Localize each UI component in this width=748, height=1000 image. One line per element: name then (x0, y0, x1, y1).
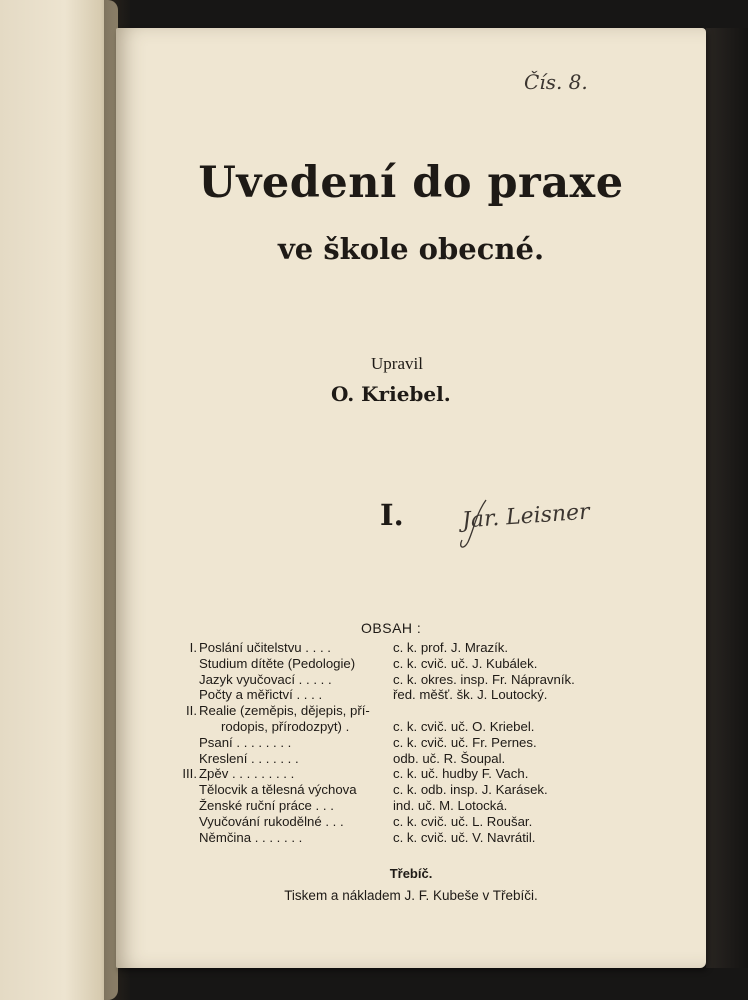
toc-author: c. k. uč. hudby F. Vach. (393, 766, 529, 782)
toc-entry (171, 703, 641, 719)
toc-subject: Zpěv . . . . . . . . . (199, 766, 295, 782)
toc-part-number: I. (189, 640, 197, 655)
handwritten-shelfmark: Čís. 8. (524, 70, 588, 94)
volume-number: I. (380, 498, 404, 532)
edited-by-label: Upravil (371, 354, 423, 373)
left-page-edge (0, 0, 118, 1000)
toc-author: c. k. odb. insp. J. Karásek. (393, 782, 548, 798)
toc-author: c. k. prof. J. Mrazík. (393, 640, 509, 655)
handwritten-signature: Jar. Leisner (461, 499, 591, 534)
toc-subject: Ženské ruční práce . . . (199, 797, 334, 813)
title-page (116, 28, 706, 968)
toc-author: c. k. cvič. uč. O. Kriebel. (393, 718, 535, 734)
toc-subject: Tělocvik a tělesná výchova (199, 782, 357, 798)
toc-subject: Psaní . . . . . . . . (199, 734, 292, 750)
toc-subject: Počty a měřictví . . . . (199, 687, 323, 703)
toc-author: c. k. cvič. uč. V. Navrátil. (393, 829, 536, 845)
book-subtitle: ve škole obecné. (277, 232, 545, 266)
toc-subject: Němčina . . . . . . . (199, 829, 303, 845)
toc-author: c. k. okres. insp. Fr. Nápravník. (393, 671, 575, 687)
toc-author: c. k. cvič. uč. J. Kubálek. (393, 655, 538, 671)
toc-subject: rodopis, přírodozpyt) . (199, 718, 350, 734)
toc-entry (171, 814, 641, 830)
toc-entry (171, 672, 641, 688)
publisher-imprint: Tiskem a nákladem J. F. Kubeše v Třebíči. (284, 888, 538, 903)
toc-entry (171, 798, 641, 814)
toc-entry (171, 719, 641, 735)
toc-entry (171, 735, 641, 751)
toc-author: řed. měšť. šk. J. Loutocký. (393, 687, 548, 703)
toc-part-number: III. (182, 766, 197, 782)
toc-subject: Poslání učitelstvu . . . . (199, 640, 331, 655)
table-of-contents (171, 640, 641, 845)
toc-entry (171, 830, 641, 846)
toc-subject: Jazyk vyučovací . . . . . (199, 671, 332, 687)
toc-entry (171, 656, 641, 672)
toc-subject: Studium dítěte (Pedologie) (199, 655, 356, 671)
contents-heading: OBSAH : (361, 620, 422, 636)
publisher-city: Třebíč. (389, 866, 433, 881)
toc-author: ind. uč. M. Lotocká. (393, 797, 508, 813)
background-edge (706, 28, 748, 968)
toc-subject: Realie (zeměpis, dějepis, pří- (199, 703, 370, 719)
toc-entry (171, 687, 641, 703)
editor-name: O. Kriebel. (331, 382, 451, 406)
toc-author: c. k. cvič. uč. L. Roušar. (393, 813, 533, 829)
toc-entry (171, 766, 641, 782)
toc-author: c. k. cvič. uč. Fr. Pernes. (393, 734, 537, 750)
toc-author: odb. uč. R. Šoupal. (393, 750, 506, 766)
toc-part-number: II. (186, 703, 197, 719)
toc-entry (171, 782, 641, 798)
toc-entry (171, 751, 641, 767)
toc-entry (171, 640, 641, 656)
book-title: Uvedení do praxe (198, 158, 624, 208)
toc-subject: Kreslení . . . . . . . (199, 750, 299, 766)
toc-subject: Vyučování rukodělné . . . (199, 813, 344, 829)
